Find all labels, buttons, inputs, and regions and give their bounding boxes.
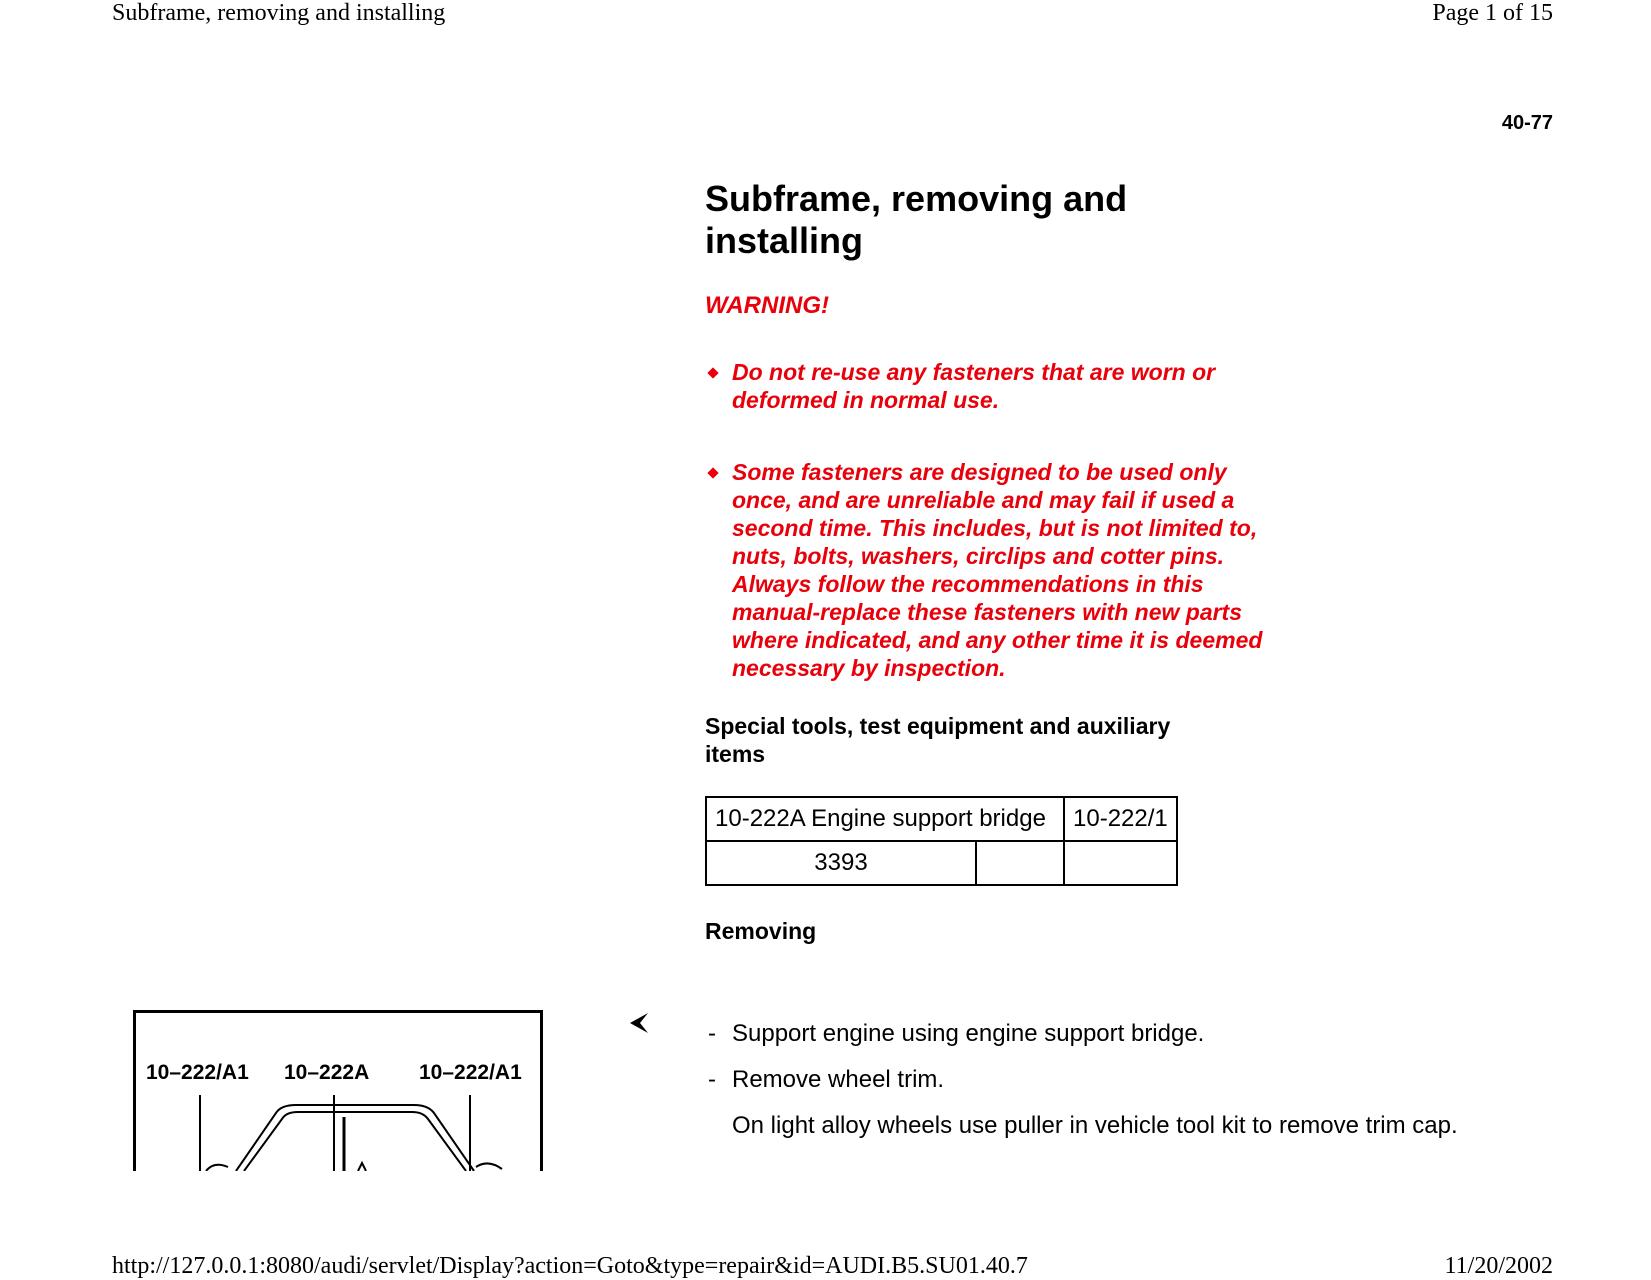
table-row: [706, 797, 1177, 841]
warning-bullet: [705, 458, 1272, 682]
footer-url: http://127.0.0.1:8080/audi/servlet/Display?action=Goto&type=repair&id=AUDI.B5.SU01.40.7: [112, 1253, 1028, 1279]
warning-text: Some fasteners are designed to be used only once, and are unreliable and may fail if used a second time. This includes, but is not limited to, nuts, bolts, washers, circlips and cotter pins. Always follow the recommendations in this manual-replace these fasteners with new parts where indicated, and any other time it is deemed necessary by inspection.: [732, 459, 1263, 681]
engine-bridge-drawing: [136, 1013, 540, 1171]
step-text: Support engine using engine support bridge.: [732, 1020, 1205, 1047]
table-cell: [976, 841, 1064, 885]
tools-heading: Special tools, test equipment and auxiliary items: [705, 713, 1171, 767]
warning-bullet: [705, 358, 1272, 414]
table-cell: 10-222A Engine support bridge: [706, 797, 1064, 841]
warning-text: Do not re-use any fasteners that are worn or deformed in normal use.: [732, 359, 1216, 413]
page-indicator: Page 1 of 15: [1432, 0, 1553, 26]
figure-label: 10–222/A1: [146, 1061, 249, 1084]
step-dash: -: [708, 1020, 716, 1047]
step-item: [708, 1020, 1458, 1066]
removing-heading: Removing: [705, 918, 817, 944]
main-content: [705, 178, 1605, 945]
table-cell: 10-222/1: [1064, 797, 1177, 841]
page-title: Subframe, removing and installing: [705, 178, 1128, 261]
figure-label: 10–222/A1: [419, 1061, 522, 1084]
diamond-bullet-icon: [707, 367, 718, 378]
step-dash: -: [708, 1066, 716, 1093]
table-row: [706, 841, 1177, 885]
figure-label: 10–222A: [284, 1061, 370, 1084]
warning-label: WARNING!: [705, 292, 829, 319]
footer-date: 11/20/2002: [1444, 1253, 1553, 1279]
removing-steps: [708, 1020, 1458, 1140]
header-doc-title: Subframe, removing and installing: [112, 0, 446, 26]
diamond-bullet-icon: [707, 467, 718, 478]
engine-support-figure: [133, 1010, 543, 1171]
table-cell: [1064, 841, 1177, 885]
step-item: [708, 1066, 1458, 1112]
step-note: On light alloy wheels use puller in vehicle tool kit to remove trim cap.: [732, 1112, 1458, 1139]
page-code: 40-77: [1501, 112, 1553, 134]
pointer-arrow-icon: [626, 1010, 652, 1036]
tools-table: [705, 796, 1178, 886]
table-cell: 3393: [706, 841, 976, 885]
step-text: Remove wheel trim.: [732, 1066, 945, 1093]
